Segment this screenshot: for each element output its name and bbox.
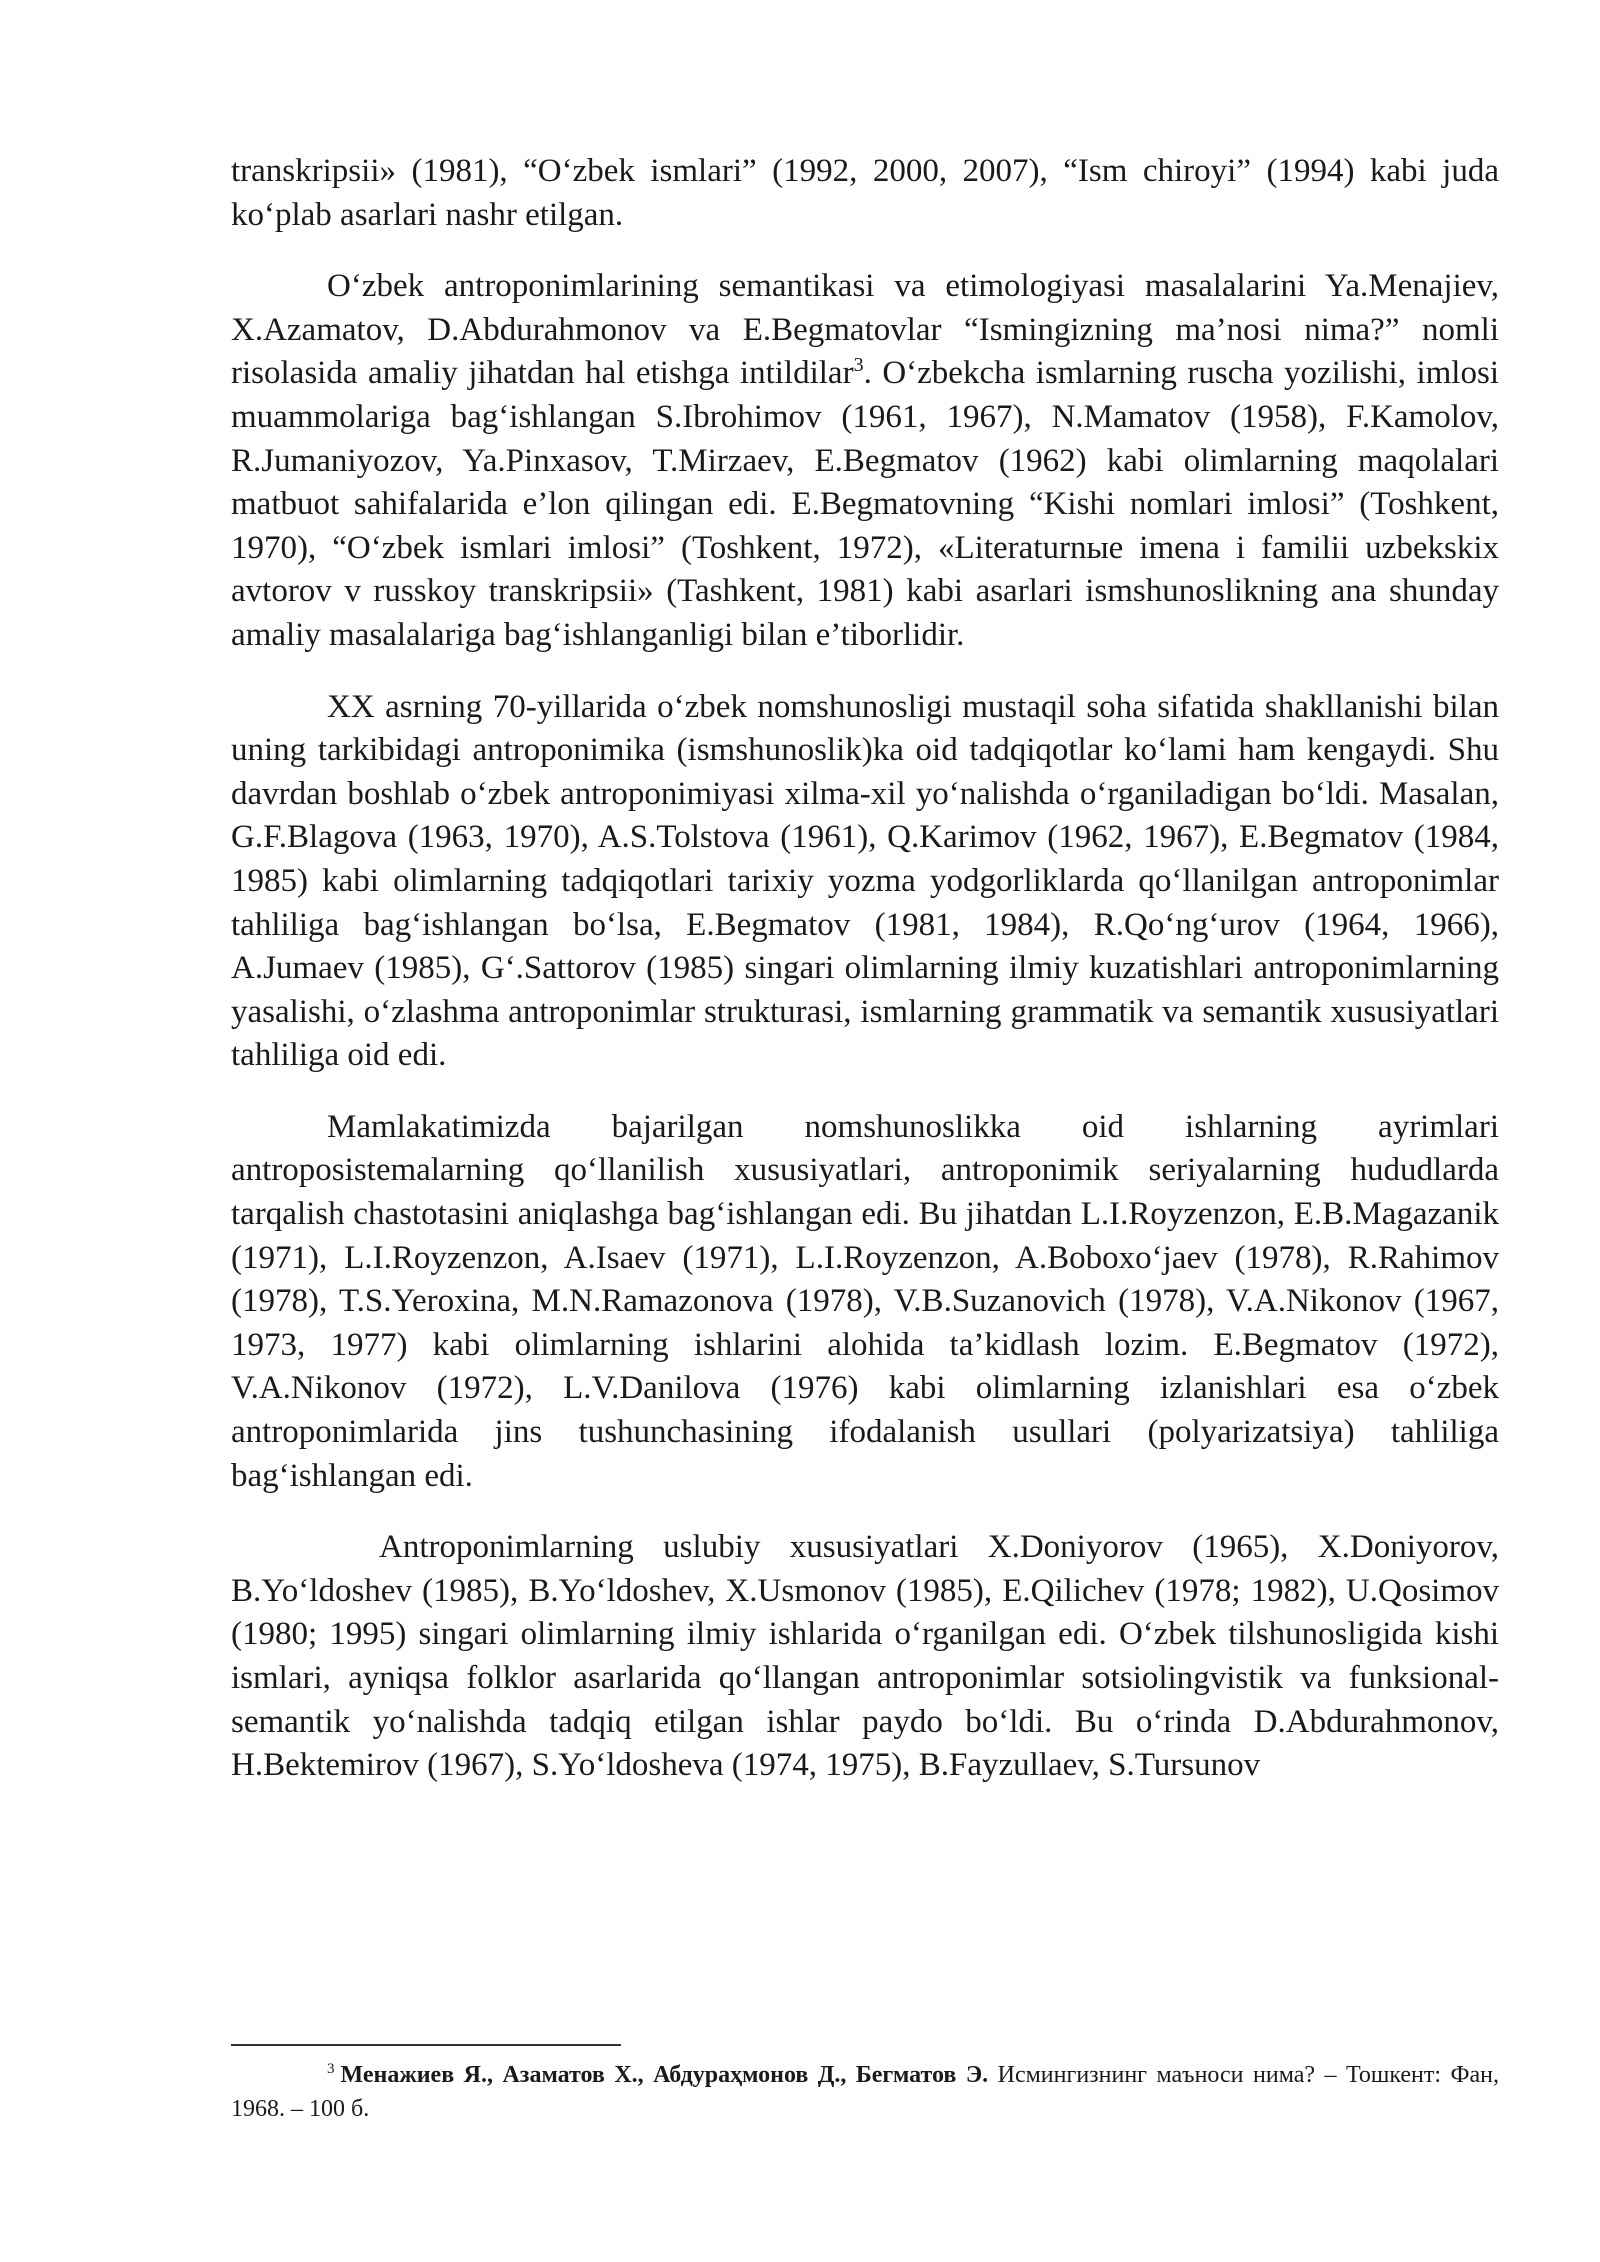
footnote-separator [231, 2044, 621, 2046]
paragraph-1: transkripsii» (1981), “O‘zbek ismlari” (1992, 2000, 2007), “Ism chiroyi” (1994) kabi juda ko‘plab asarlari nashr etilgan. [231, 153, 1499, 233]
paragraph-2-text-start: O‘zbek antroponimlarining semantikasi va etimologiyasi masalalarini Ya.Menajiev, X.Azamatov, D.Abdurahmonov va E.Begmatovlar “Ismingizning ma’nosi nima?” nomli risolasida amaliy jihatdan hal etishga intildilar [231, 268, 1499, 392]
paragraph-2-text-end: . O‘zbekcha ismlarning ruscha yozilishi, imlosi muammolariga bag‘ishlangan S.Ibrohimov (1961, 1967), N.Mamatov (1958), F.Kamolov, R.Jumaniyozov, Ya.Pinxasov, T.Mirzaev, E.Begmatov (1962) kabi olimlarning maqolalari matbuot sahifalarida e’lon qilingan edi. E.Begmatovning “Kishi nomlari imlosi” (Toshkent, 1970), “O‘zbek ismlari imlosi” (Toshkent, 1972), «Literaturnыe imena i familii uzbekskix avtorov v russkoy transkripsii» (Tashkent, 1981) kabi asarlari ismshunoslikning ana shunday amaliy masalalariga bag‘ishlanganligi bilan e’tiborlidir. [231, 355, 1499, 653]
footnote-authors: Менажиев Я., Азаматов Х., Абдураҳмонов Д., Бегматов Э. [340, 2062, 989, 2088]
paragraph-5: Antroponimlarning uslubiy xususiyatlari X.Doniyorov (1965), X.Doniyorov, B.Yo‘ldoshev (1985), B.Yo‘ldoshev, X.Usmonov (1985), E.Qilichev (1978; 1982), U.Qosimov (1980; 1995) singari olimlarning ilmiy ishlarida o‘rganilgan edi. O‘zbek tilshunosligida kishi ismlari, ayniqsa folklor asarlarida qo‘llangan antroponimlar sotsiolingvistik va funksional-semantik yo‘nalishda tadqiq etilgan ishlar paydo bo‘ldi. Bu o‘rinda D.Abdurahmonov, H.Bektemirov (1967), S.Yo‘ldosheva (1974, 1975), B.Fayzullaev, S.Tursunov [231, 1529, 1499, 1784]
footnote: 3 Менажиев Я., Азаматов Х., Абдураҳмонов Д., Бегматов Э. Исмингизнинг маъноси нима? – Тошкент: Фан, 1968. – 100 б. [231, 2061, 1499, 2122]
footnote-reference[interactable]: 3 [853, 354, 864, 377]
footnote-text: Исмингизнинг маъноси нима? – Тошкент: Фан, 1968. – 100 б. [231, 2062, 1499, 2122]
paragraph-4: Mamlakatimizda bajarilgan nomshunoslikka oid ishlarning ayrimlari antroposistemalarning qo‘llanilish xususiyatlari, antroponimik seriyalarning hududlarda tarqalish chastotasini aniqlashga bag‘ishlangan edi. Bu jihatdan L.I.Royzenzon, E.B.Magazanik (1971), L.I.Royzenzon, A.Isaev (1971), L.I.Royzenzon, A.Boboxo‘jaev (1978), R.Rahimov (1978), T.S.Yeroxina, M.N.Ramazonova (1978), V.B.Suzanovich (1978), V.A.Nikonov (1967, 1973, 1977) kabi olimlarning ishlarini alohida ta’kidlash lozim. E.Begmatov (1972), V.A.Nikonov (1972), L.V.Danilova (1976) kabi olimlarning izlanishlari esa o‘zbek antroponimlarida jins tushunchasining ifodalanish usullari (polyarizatsiya) tahliliga bag‘ishlangan edi. [231, 1108, 1499, 1494]
paragraph-3: XX asrning 70-yillarida o‘zbek nomshunosligi mustaqil soha sifatida shakllanishi bilan uning tarkibidagi antroponimika (ismshunoslik)ka oid tadqiqotlar ko‘lami ham kengaydi. Shu davrdan boshlab o‘zbek antroponimiyasi xilma-xil yo‘nalishda o‘rganiladigan bo‘ldi. Masalan, G.F.Blagova (1963, 1970), A.S.Tolstova (1961), Q.Karimov (1962, 1967), E.Begmatov (1984, 1985) kabi olimlarning tadqiqotlari tarixiy yozma yodgorliklarda qo‘llanilgan antroponimlar tahliliga bag‘ishlangan bo‘lsa, E.Begmatov (1981, 1984), R.Qo‘ng‘urov (1964, 1966), A.Jumaev (1985), G‘.Sattorov (1985) singari olimlarning ilmiy kuzatishlari antroponimlarning yasalishi, o‘zlashma antroponimlar strukturasi, ismlarning grammatik va semantik xususiyatlari tahliliga oid edi. [231, 688, 1499, 1074]
paragraph-2 [231, 265, 1499, 657]
body-text [231, 150, 1499, 1816]
